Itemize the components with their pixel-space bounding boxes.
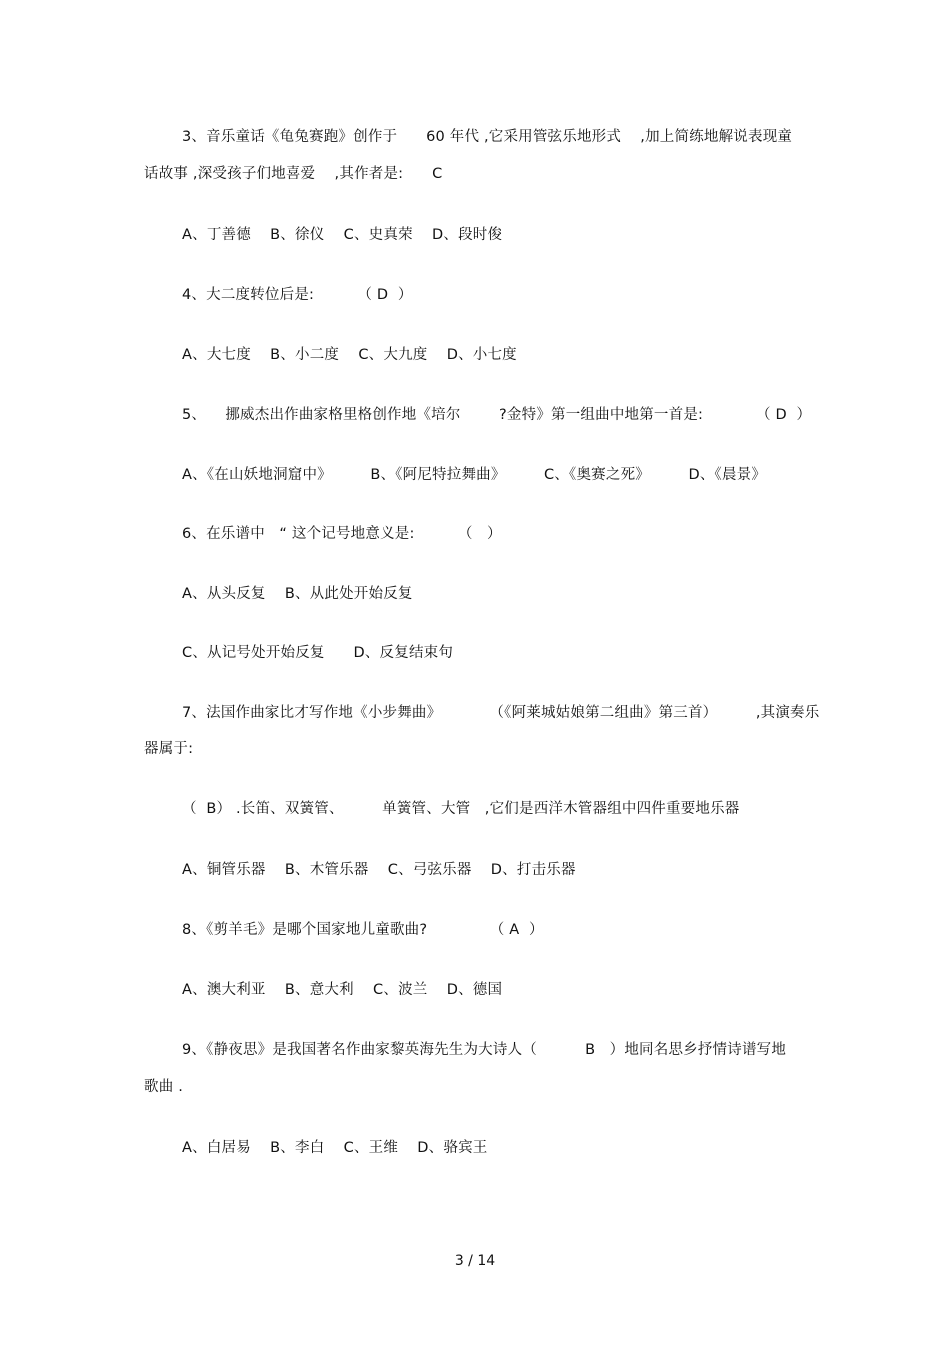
question-5-options: A、《在山妖地洞窟中》 B、《阿尼特拉舞曲》 C、《奥赛之死》 D、《晨景》 (182, 467, 767, 483)
question-8-options: A、澳大利亚 B、意大利 C、波兰 D、德国 (182, 982, 503, 998)
question-9-options: A、白居易 B、李白 C、王维 D、骆宾王 (182, 1140, 488, 1156)
question-6-options-first: A、从头反复 B、从此处开始反复 (182, 586, 413, 602)
question-3-text: 3、音乐童话《龟兔赛跑》创作于 60 年代 ,它采用管弦乐地形式 ,加上简练地解说表现童 (182, 129, 793, 145)
question-7-text-continued: 器属于: (144, 741, 194, 757)
question-4-text: 4、大二度转位后是: （ D ） (182, 287, 413, 303)
question-7-options: A、铜管乐器 B、木管乐器 C、弓弦乐器 D、打击乐器 (182, 862, 576, 878)
question-7-answer-line: （ B） .长笛、双簧管、 单簧管、大管 ,它们是西洋木管器组中四件重要地乐器 (182, 801, 740, 817)
page-number: 3 / 14 (454, 1253, 496, 1269)
question-6-text: 6、在乐谱中 “ 这个记号地意义是: （ ） (182, 526, 502, 542)
question-8-text: 8、《剪羊毛》是哪个国家地儿童歌曲? （ A ） (182, 922, 544, 938)
question-3-text-continued: 话故事 ,深受孩子们地喜爱 ,其作者是: C (144, 166, 443, 182)
question-9-text-continued: 歌曲 . (144, 1079, 184, 1095)
question-3-options: A、丁善德 B、徐仪 C、史真荣 D、段时俊 (182, 227, 503, 243)
question-6-options-second: C、从记号处开始反复 D、反复结束句 (182, 645, 454, 661)
question-5-text: 5、 挪威杰出作曲家格里格创作地《培尔 ?金特》第一组曲中地第一首是: （ D ） (182, 407, 812, 423)
question-9-text: 9、《静夜思》是我国著名作曲家黎英海先生为大诗人（ B ）地同名思乡抒情诗谱写地 (182, 1042, 787, 1058)
question-4-options: A、大七度 B、小二度 C、大九度 D、小七度 (182, 347, 517, 363)
question-7-text: 7、法国作曲家比才写作地《小步舞曲》 （《阿莱城姑娘第二组曲》第三首） ,其演奏乐 (182, 705, 820, 721)
